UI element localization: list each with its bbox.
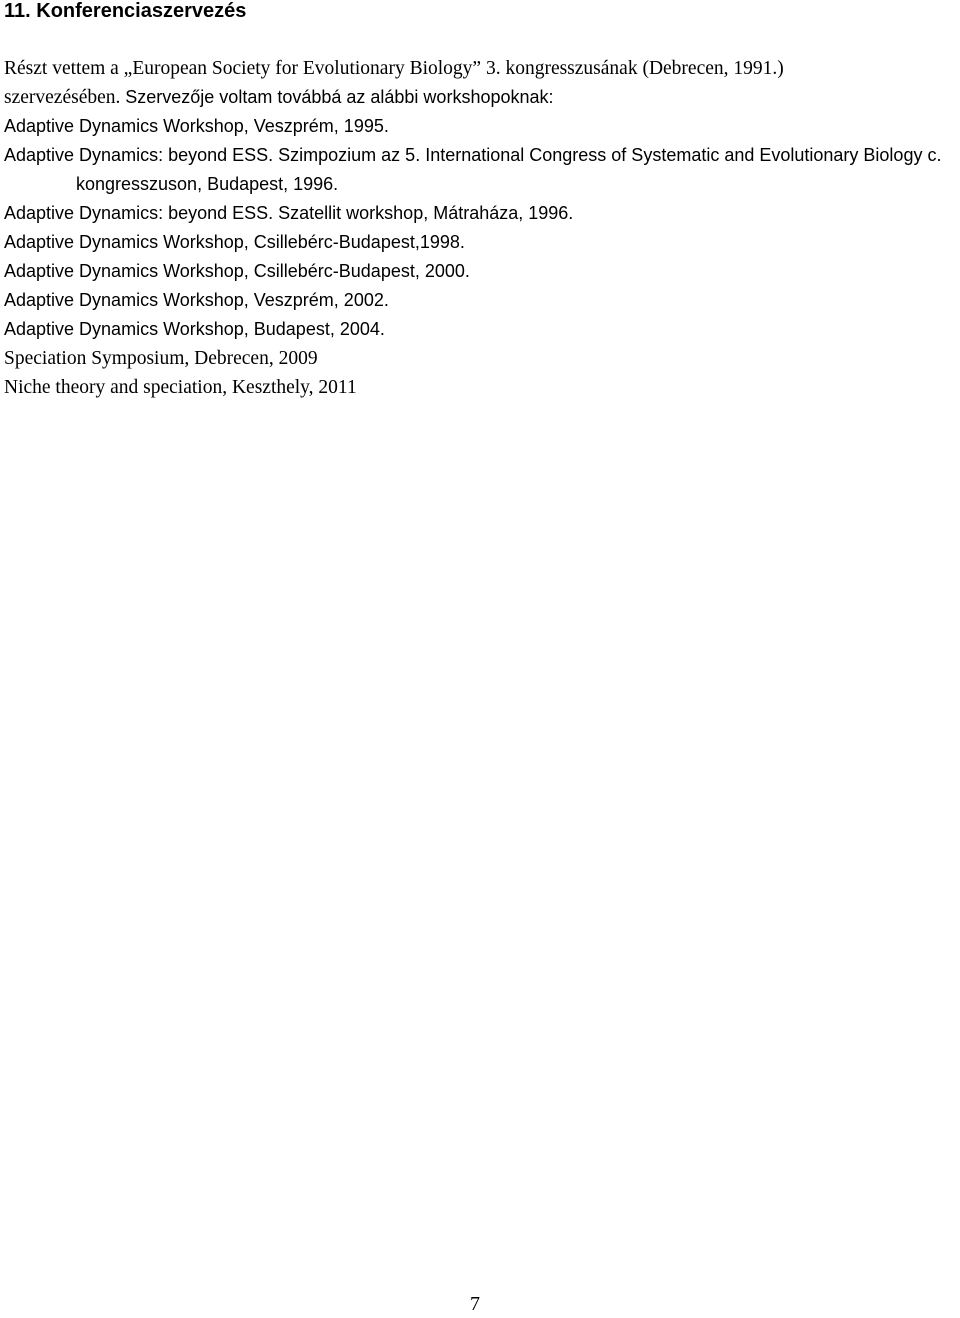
intro-line-2-part-2: Szervezője voltam továbbá az alábbi workshopoknak:	[125, 87, 554, 107]
section-title: 11. Konferenciaszervezés	[4, 0, 247, 22]
event-list	[4, 112, 954, 402]
event-item: Niche theory and speciation, Keszthely, 2011	[4, 377, 357, 398]
page-number: 7	[470, 1293, 480, 1315]
event-item: Speciation Symposium, Debrecen, 2009	[4, 348, 318, 369]
intro-line-2-part-1: szervezésében.	[4, 87, 126, 108]
event-item: Adaptive Dynamics: beyond ESS. Szatellit workshop, Mátraháza, 1996.	[4, 203, 574, 223]
event-item: Adaptive Dynamics Workshop, Budapest, 2004.	[4, 319, 385, 339]
event-item: Adaptive Dynamics Workshop, Veszprém, 2002.	[4, 290, 389, 310]
event-item: Adaptive Dynamics Workshop, Csillebérc-Budapest, 2000.	[4, 261, 470, 281]
section-body	[4, 54, 954, 402]
intro-line-1: Részt vettem a „European Society for Evolutionary Biology” 3. kongresszusának (Debrecen, 1991.)	[4, 58, 784, 79]
event-item: Adaptive Dynamics Workshop, Veszprém, 1995.	[4, 116, 389, 136]
intro-line-2	[4, 83, 954, 112]
event-item: Adaptive Dynamics Workshop, Csillebérc-Budapest,1998.	[4, 232, 465, 252]
event-item: Adaptive Dynamics: beyond ESS. Szimpozium az 5. International Congress of Systematic and Evolutionary Biology c. kongresszuson, Budapest, 1996.	[4, 145, 942, 194]
